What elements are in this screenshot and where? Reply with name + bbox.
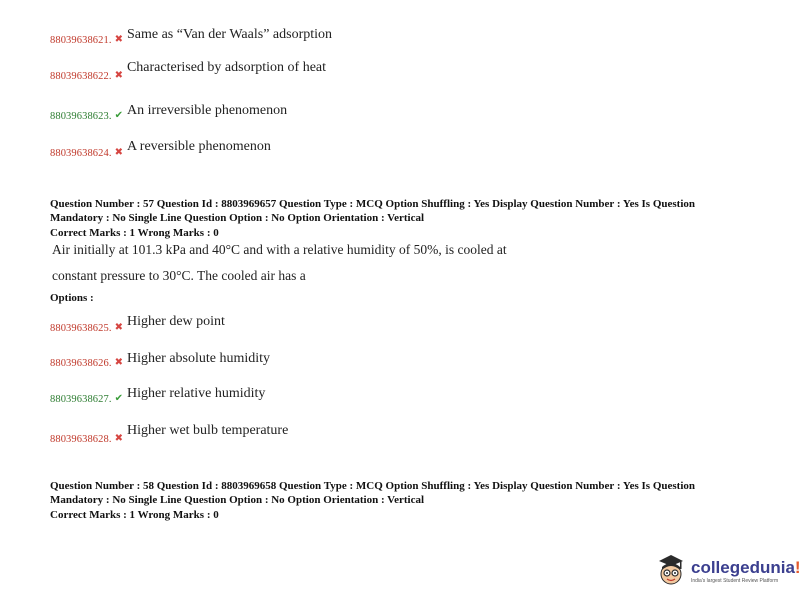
collegedunia-logo [655, 553, 801, 589]
question-text-line: Air initially at 101.3 kPa and 40°C and with a relative humidity of 50%, is cooled at [52, 242, 507, 257]
option-row [50, 314, 225, 334]
cross-icon: ✖ [114, 433, 123, 444]
check-icon: ✔ [114, 110, 123, 121]
option-row [50, 103, 288, 122]
meta-line: Mandatory : No Single Line Question Option : No Option Orientation : Vertical [50, 211, 425, 224]
option-id: 88039638625. [50, 323, 112, 334]
cross-icon: ✖ [114, 147, 123, 158]
question-text-line: constant pressure to 30°C. The cooled air has a [52, 268, 306, 283]
option-text: Higher dew point [126, 314, 225, 329]
mascot-icon [655, 553, 687, 589]
option-id: 88039638623. [50, 111, 112, 122]
option-text: Same as “Van der Waals” adsorption [126, 27, 333, 42]
option-text: An irreversible phenomenon [126, 103, 288, 118]
option-id: 88039638621. [50, 35, 112, 46]
marks-line: Correct Marks : 1 Wrong Marks : 0 [50, 509, 219, 521]
option-id: 88039638627. [50, 394, 112, 405]
meta-line: Question Number : 58 Question Id : 8803969658 Question Type : MCQ Option Shuffling : Yes Display Question Number : Yes Is Question [50, 480, 695, 492]
option-text: Higher relative humidity [126, 386, 266, 401]
option-row [50, 386, 266, 405]
option-row [50, 139, 271, 159]
cross-icon: ✖ [114, 357, 123, 368]
option-row [50, 27, 333, 46]
meta-line: Mandatory : No Single Line Question Option : No Option Orientation : Vertical [50, 493, 425, 506]
marks-line: Correct Marks : 1 Wrong Marks : 0 [50, 227, 219, 239]
option-id: 88039638628. [50, 434, 112, 445]
cross-icon: ✖ [114, 34, 123, 45]
option-text: A reversible phenomenon [126, 139, 271, 154]
brand-tagline: India's largest Student Review Platform [691, 577, 779, 584]
check-icon: ✔ [114, 393, 123, 404]
cross-icon: ✖ [114, 70, 123, 81]
option-id: 88039638626. [50, 358, 112, 369]
question-58-meta [50, 480, 750, 523]
option-row [50, 353, 270, 369]
option-row [50, 423, 289, 445]
option-id: 88039638622. [50, 71, 112, 82]
option-text: Higher wet bulb temperature [126, 423, 289, 438]
cross-icon: ✖ [114, 322, 123, 333]
options-label: Options : [50, 292, 94, 304]
option-row [50, 60, 327, 82]
option-text: Characterised by adsorption of heat [126, 60, 327, 75]
option-id: 88039638624. [50, 148, 112, 159]
option-text: Higher absolute humidity [126, 351, 271, 366]
question-57-meta [50, 198, 750, 241]
meta-line: Question Number : 57 Question Id : 8803969657 Question Type : MCQ Option Shuffling : Yes Display Question Number : Yes Is Question [50, 198, 695, 210]
brand-name: collegedunia! [691, 557, 801, 577]
